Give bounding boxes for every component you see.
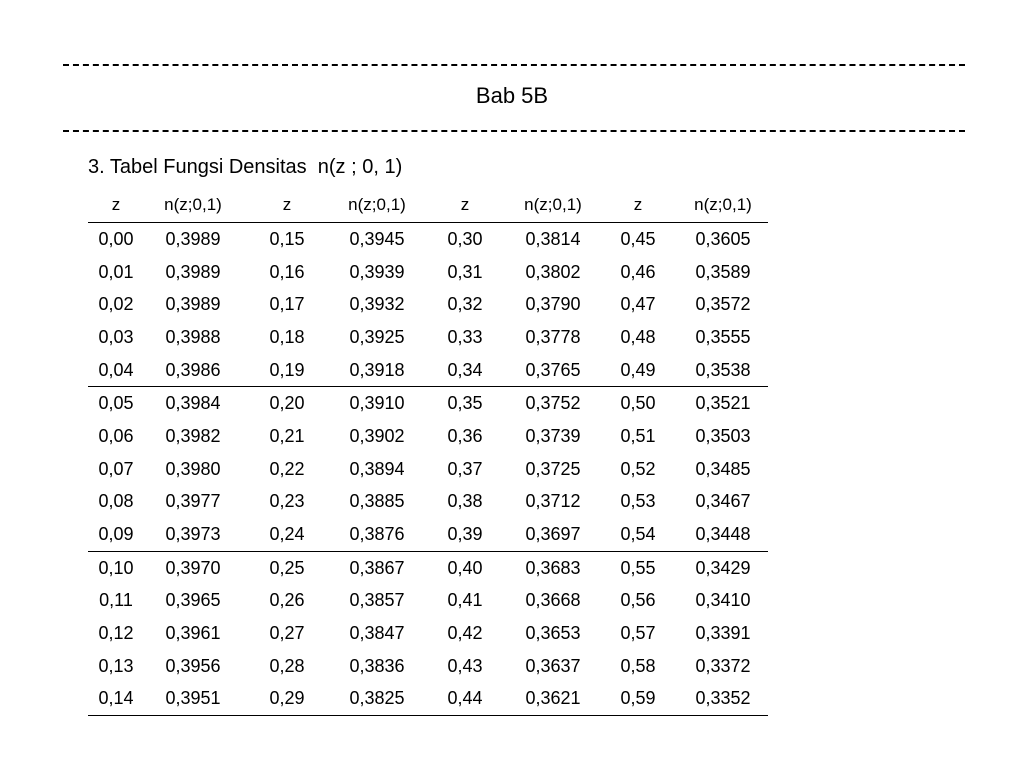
- z-value-cell: 0,46: [620, 261, 656, 282]
- density-value-cell: 0,3653: [525, 623, 581, 644]
- z-value-cell: 0,10: [98, 557, 134, 578]
- z-value-cell: 0,11: [99, 590, 133, 611]
- z-value-cell: 0,54: [620, 524, 656, 545]
- density-value-cell: 0,3980: [165, 458, 221, 479]
- density-value-cell: 0,3982: [165, 425, 221, 446]
- density-value-cell: 0,3825: [349, 688, 405, 709]
- table-row: [88, 288, 768, 321]
- density-value-cell: 0,3485: [695, 458, 751, 479]
- bottom-dashed-divider: [63, 130, 965, 132]
- density-value-cell: 0,3814: [525, 228, 581, 249]
- z-value-cell: 0,16: [269, 261, 305, 282]
- density-value-cell: 0,3712: [525, 491, 581, 512]
- z-value-cell: 0,53: [620, 491, 656, 512]
- density-value-cell: 0,3986: [165, 359, 221, 380]
- table-row: [88, 486, 768, 519]
- density-value-cell: 0,3668: [525, 590, 581, 611]
- z-value-cell: 0,42: [447, 623, 483, 644]
- z-value-cell: 0,17: [269, 294, 305, 315]
- density-value-cell: 0,3429: [695, 557, 751, 578]
- table-row: [88, 650, 768, 683]
- z-value-cell: 0,14: [98, 688, 134, 709]
- z-value-cell: 0,43: [447, 655, 483, 676]
- table-row: [88, 223, 768, 256]
- density-value-cell: 0,3538: [695, 359, 751, 380]
- table-row: [88, 551, 768, 584]
- density-value-cell: 0,3925: [349, 326, 405, 347]
- density-value-cell: 0,3939: [349, 261, 405, 282]
- density-value-cell: 0,3961: [165, 623, 221, 644]
- density-value-cell: 0,3932: [349, 294, 405, 315]
- z-value-cell: 0,49: [620, 359, 656, 380]
- density-value-cell: 0,3918: [349, 359, 405, 380]
- z-value-cell: 0,44: [447, 688, 483, 709]
- z-value-cell: 0,25: [269, 557, 305, 578]
- z-value-cell: 0,47: [620, 294, 656, 315]
- table-row: [88, 585, 768, 618]
- z-value-cell: 0,36: [447, 425, 483, 446]
- table-header-row: [88, 188, 768, 223]
- density-value-cell: 0,3945: [349, 228, 405, 249]
- z-value-cell: 0,55: [620, 557, 656, 578]
- z-value-cell: 0,01: [98, 261, 134, 282]
- density-value-cell: 0,3989: [165, 261, 221, 282]
- density-value-cell: 0,3867: [349, 557, 405, 578]
- density-value-cell: 0,3989: [165, 228, 221, 249]
- z-value-cell: 0,02: [98, 294, 134, 315]
- z-value-cell: 0,50: [620, 393, 656, 414]
- z-value-cell: 0,30: [447, 228, 483, 249]
- column-header-density: n(z;0,1): [164, 195, 222, 214]
- density-value-cell: 0,3790: [525, 294, 581, 315]
- z-value-cell: 0,18: [269, 326, 305, 347]
- table-row: [88, 387, 768, 420]
- z-value-cell: 0,31: [447, 261, 483, 282]
- z-value-cell: 0,51: [620, 425, 656, 446]
- density-value-cell: 0,3391: [695, 623, 751, 644]
- density-value-cell: 0,3752: [525, 393, 581, 414]
- density-value-cell: 0,3977: [165, 491, 221, 512]
- z-value-cell: 0,40: [447, 557, 483, 578]
- z-value-cell: 0,34: [447, 359, 483, 380]
- density-value-cell: 0,3448: [695, 524, 751, 545]
- column-header-z: z: [282, 195, 292, 214]
- z-value-cell: 0,35: [447, 393, 483, 414]
- table-row: [88, 256, 768, 289]
- z-value-cell: 0,57: [620, 623, 656, 644]
- z-value-cell: 0,27: [269, 623, 305, 644]
- density-value-cell: 0,3372: [695, 655, 751, 676]
- density-value-cell: 0,3572: [695, 294, 751, 315]
- z-value-cell: 0,19: [269, 359, 305, 380]
- table-row: [88, 453, 768, 486]
- z-value-cell: 0,05: [98, 393, 134, 414]
- density-value-cell: 0,3589: [695, 261, 751, 282]
- density-value-cell: 0,3988: [165, 326, 221, 347]
- density-value-cell: 0,3902: [349, 425, 405, 446]
- z-value-cell: 0,33: [447, 326, 483, 347]
- z-value-cell: 0,28: [269, 655, 305, 676]
- density-value-cell: 0,3956: [165, 655, 221, 676]
- z-value-cell: 0,37: [447, 458, 483, 479]
- density-value-cell: 0,3739: [525, 425, 581, 446]
- z-value-cell: 0,06: [98, 425, 134, 446]
- density-value-cell: 0,3765: [525, 359, 581, 380]
- column-header-density: n(z;0,1): [524, 195, 582, 214]
- z-value-cell: 0,38: [447, 491, 483, 512]
- table-row: [88, 683, 768, 716]
- z-value-cell: 0,13: [98, 655, 134, 676]
- density-value-cell: 0,3410: [695, 590, 751, 611]
- z-value-cell: 0,32: [447, 294, 483, 315]
- z-value-cell: 0,08: [98, 491, 134, 512]
- density-value-cell: 0,3637: [525, 655, 581, 676]
- z-value-cell: 0,03: [98, 326, 134, 347]
- density-value-cell: 0,3503: [695, 425, 751, 446]
- z-value-cell: 0,12: [98, 623, 134, 644]
- z-value-cell: 0,29: [269, 688, 305, 709]
- density-value-cell: 0,3894: [349, 458, 405, 479]
- z-value-cell: 0,24: [269, 524, 305, 545]
- table-row: [88, 321, 768, 354]
- density-value-cell: 0,3555: [695, 326, 751, 347]
- z-value-cell: 0,20: [269, 393, 305, 414]
- density-value-cell: 0,3836: [349, 655, 405, 676]
- density-value-cell: 0,3521: [695, 393, 751, 414]
- z-value-cell: 0,58: [620, 655, 656, 676]
- density-value-cell: 0,3970: [165, 557, 221, 578]
- density-value-cell: 0,3352: [695, 688, 751, 709]
- density-value-cell: 0,3697: [525, 524, 581, 545]
- top-dashed-divider: [63, 64, 965, 66]
- z-value-cell: 0,39: [447, 524, 483, 545]
- z-value-cell: 0,09: [98, 524, 134, 545]
- z-value-cell: 0,15: [269, 228, 305, 249]
- section-heading: 3. Tabel Fungsi Densitas n(z ; 0, 1): [88, 156, 403, 178]
- z-value-cell: 0,41: [447, 590, 483, 611]
- table-body: [88, 223, 768, 716]
- density-value-cell: 0,3965: [165, 590, 221, 611]
- z-value-cell: 0,52: [620, 458, 656, 479]
- table-row: [88, 617, 768, 650]
- density-value-cell: 0,3725: [525, 458, 581, 479]
- density-value-cell: 0,3605: [695, 228, 751, 249]
- density-value-cell: 0,3467: [695, 491, 751, 512]
- density-value-cell: 0,3683: [525, 557, 581, 578]
- z-value-cell: 0,48: [620, 326, 656, 347]
- density-value-cell: 0,3989: [165, 294, 221, 315]
- page-title: Bab 5B: [475, 83, 549, 108]
- z-value-cell: 0,21: [269, 425, 305, 446]
- z-value-cell: 0,00: [98, 228, 134, 249]
- z-value-cell: 0,07: [98, 458, 134, 479]
- z-value-cell: 0,45: [620, 228, 656, 249]
- table-row: [88, 354, 768, 387]
- z-value-cell: 0,22: [269, 458, 305, 479]
- table-row: [88, 420, 768, 453]
- column-header-density: n(z;0,1): [694, 195, 752, 214]
- column-header-z: z: [633, 195, 643, 214]
- table-row: [88, 518, 768, 551]
- column-header-density: n(z;0,1): [348, 195, 406, 214]
- density-value-cell: 0,3778: [525, 326, 581, 347]
- density-value-cell: 0,3973: [165, 524, 221, 545]
- density-table: [88, 188, 768, 716]
- density-value-cell: 0,3802: [525, 261, 581, 282]
- z-value-cell: 0,23: [269, 491, 305, 512]
- z-value-cell: 0,59: [620, 688, 656, 709]
- density-value-cell: 0,3910: [349, 393, 405, 414]
- density-value-cell: 0,3951: [165, 688, 221, 709]
- z-value-cell: 0,04: [98, 359, 134, 380]
- density-value-cell: 0,3876: [349, 524, 405, 545]
- density-value-cell: 0,3847: [349, 623, 405, 644]
- z-value-cell: 0,26: [269, 590, 305, 611]
- density-value-cell: 0,3857: [349, 590, 405, 611]
- density-value-cell: 0,3621: [525, 688, 581, 709]
- column-header-z: z: [111, 195, 121, 214]
- density-value-cell: 0,3885: [349, 491, 405, 512]
- density-value-cell: 0,3984: [165, 393, 221, 414]
- column-header-z: z: [460, 195, 470, 214]
- z-value-cell: 0,56: [620, 590, 656, 611]
